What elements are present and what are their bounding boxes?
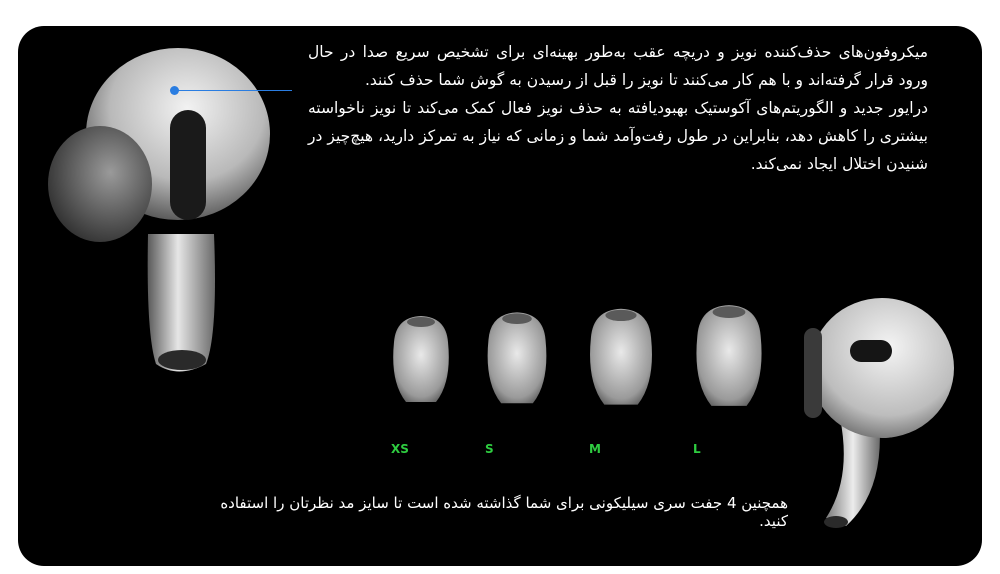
description-paragraph-1: میکروفون‌های حذف‌کننده نویز و دریچه عقب به‌طور بهینه‌ای برای تشخیص سریع صدا در حال ورود قرار گرفته‌اند و با هم کار می‌کنند تا نویز را قبل از رسیدن به گوش شما حذف کنند. [308, 43, 928, 89]
earbud-illustration-right [800, 288, 960, 538]
ear-tip-m-illustration [582, 304, 660, 416]
size-label-xs: XS [391, 442, 409, 456]
size-label-l: L [693, 442, 701, 456]
ear-tip-s-illustration [480, 308, 554, 414]
size-label-s: S [485, 442, 494, 456]
ear-tip-xs-illustration [386, 312, 456, 412]
ear-tip-l-illustration [688, 300, 770, 418]
size-label-m: M [589, 442, 601, 456]
ear-tips-note: همچنین 4 جفت سری سیلیکونی برای شما گذاشته شده است تا سایز مد نظرتان را استفاده کنید. [220, 494, 788, 530]
earbud-illustration-left [28, 34, 288, 394]
microphone-pointer-line [176, 90, 292, 91]
product-feature-card [18, 26, 982, 566]
microphone-pointer-dot [170, 86, 179, 95]
feature-description [308, 38, 928, 178]
description-paragraph-2: درایور جدید و الگوریتم‌های آکوستیک بهبودیافته به حذف نویز فعال کمک می‌کند تا نویز ناخواسته بیشتری را کاهش دهد، بنابراین در طول رفت‌وآمد شما و زمانی که نیاز به تمرکز دارید، هیچ‌چیز در شنیدن اختلال ایجاد نمی‌کند. [308, 99, 928, 173]
